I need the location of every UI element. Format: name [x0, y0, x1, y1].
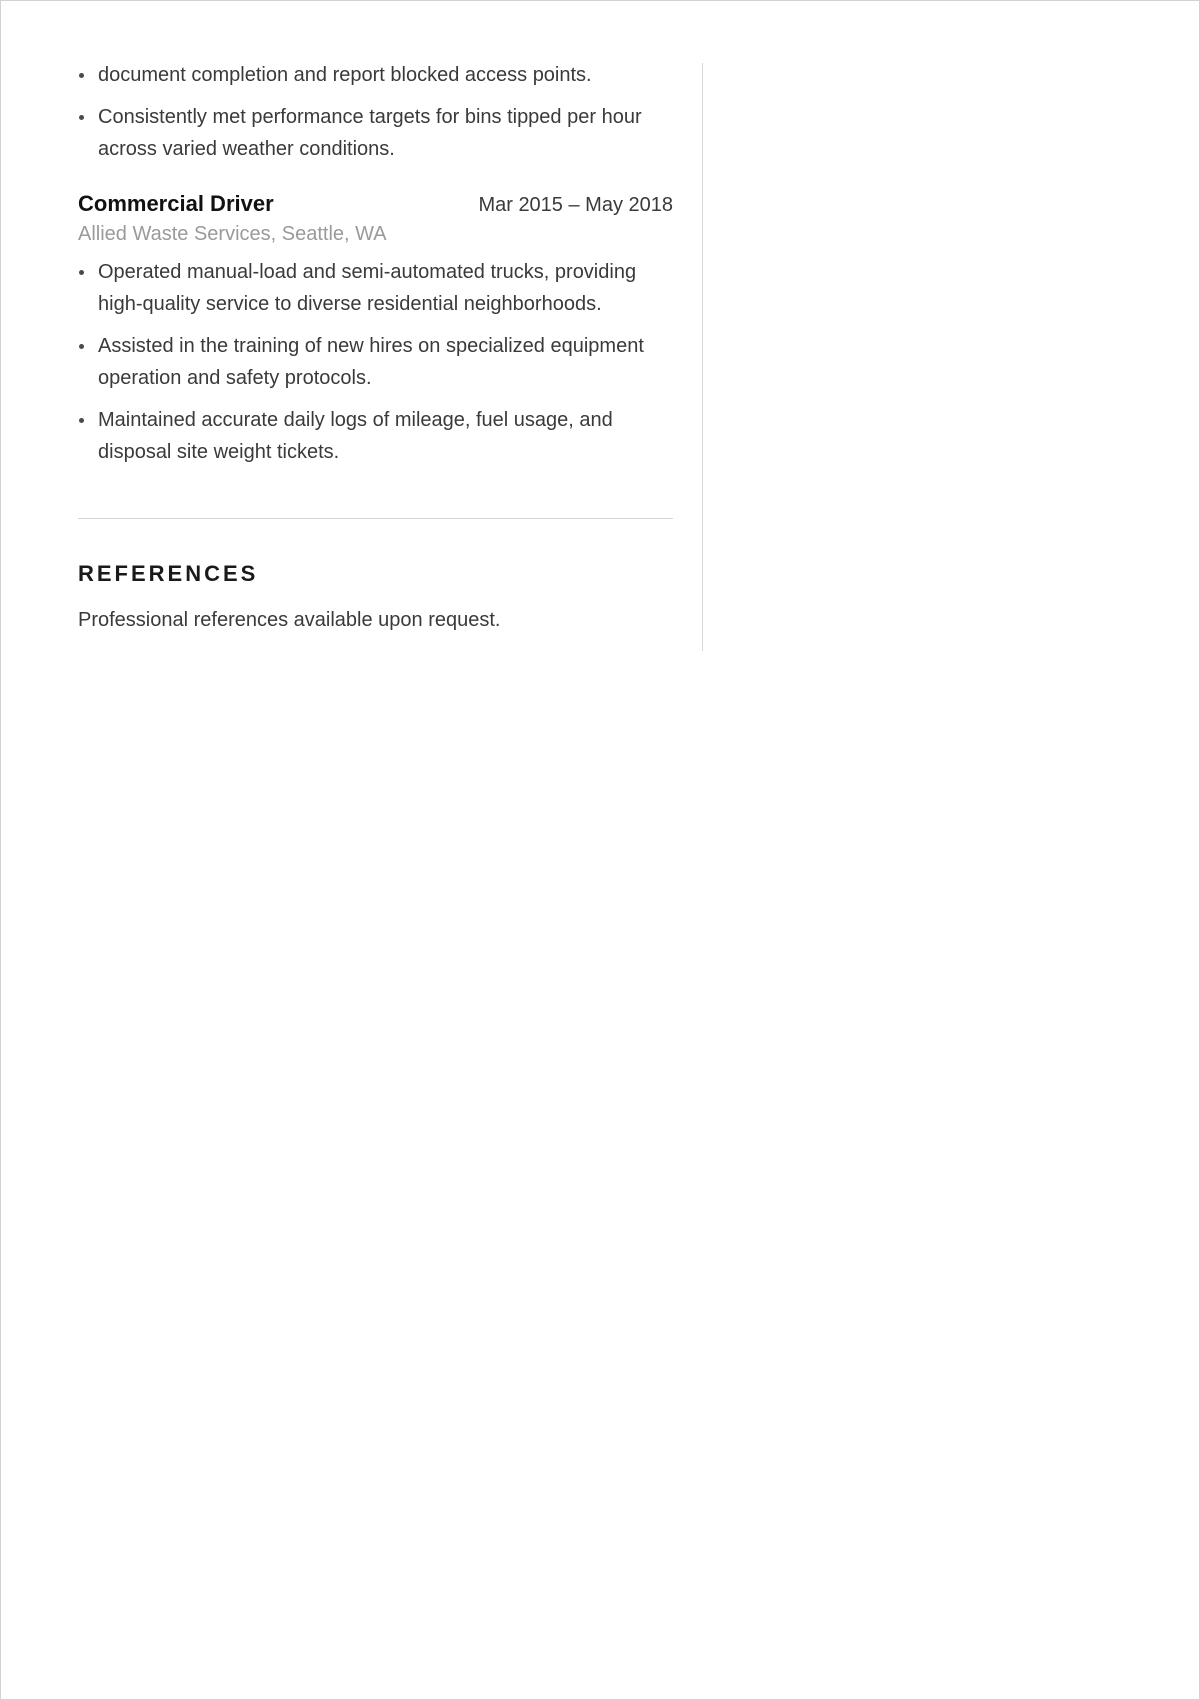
- job-company: Allied Waste Services, Seattle, WA: [78, 223, 387, 245]
- previous-job-bullet-list: [78, 59, 673, 165]
- main-column: [78, 59, 673, 635]
- job-bullet: Operated manual-load and semi-automated trucks, providing high-quality service to diverse residential neighborhoods.: [78, 256, 673, 320]
- job-entry-commercial-driver: [78, 189, 673, 468]
- job-dates: Mar 2015 – May 2018: [478, 194, 673, 216]
- previous-job-bullet: document completion and report blocked access points.: [78, 59, 673, 91]
- section-divider: [78, 518, 673, 519]
- references-heading: REFERENCES: [78, 561, 259, 586]
- job-bullet: Assisted in the training of new hires on specialized equipment operation and safety protocols.: [78, 330, 673, 394]
- job-title: Commercial Driver: [78, 191, 274, 216]
- references-text: Professional references available upon request.: [78, 609, 501, 631]
- job-bullet: Maintained accurate daily logs of mileage, fuel usage, and disposal site weight tickets.: [78, 404, 673, 468]
- previous-job-bullet: Consistently met performance targets for bins tipped per hour across varied weather conditions.: [78, 101, 673, 165]
- column-divider: [702, 63, 703, 651]
- job-bullet-list: [78, 256, 673, 468]
- job-header: [78, 189, 673, 220]
